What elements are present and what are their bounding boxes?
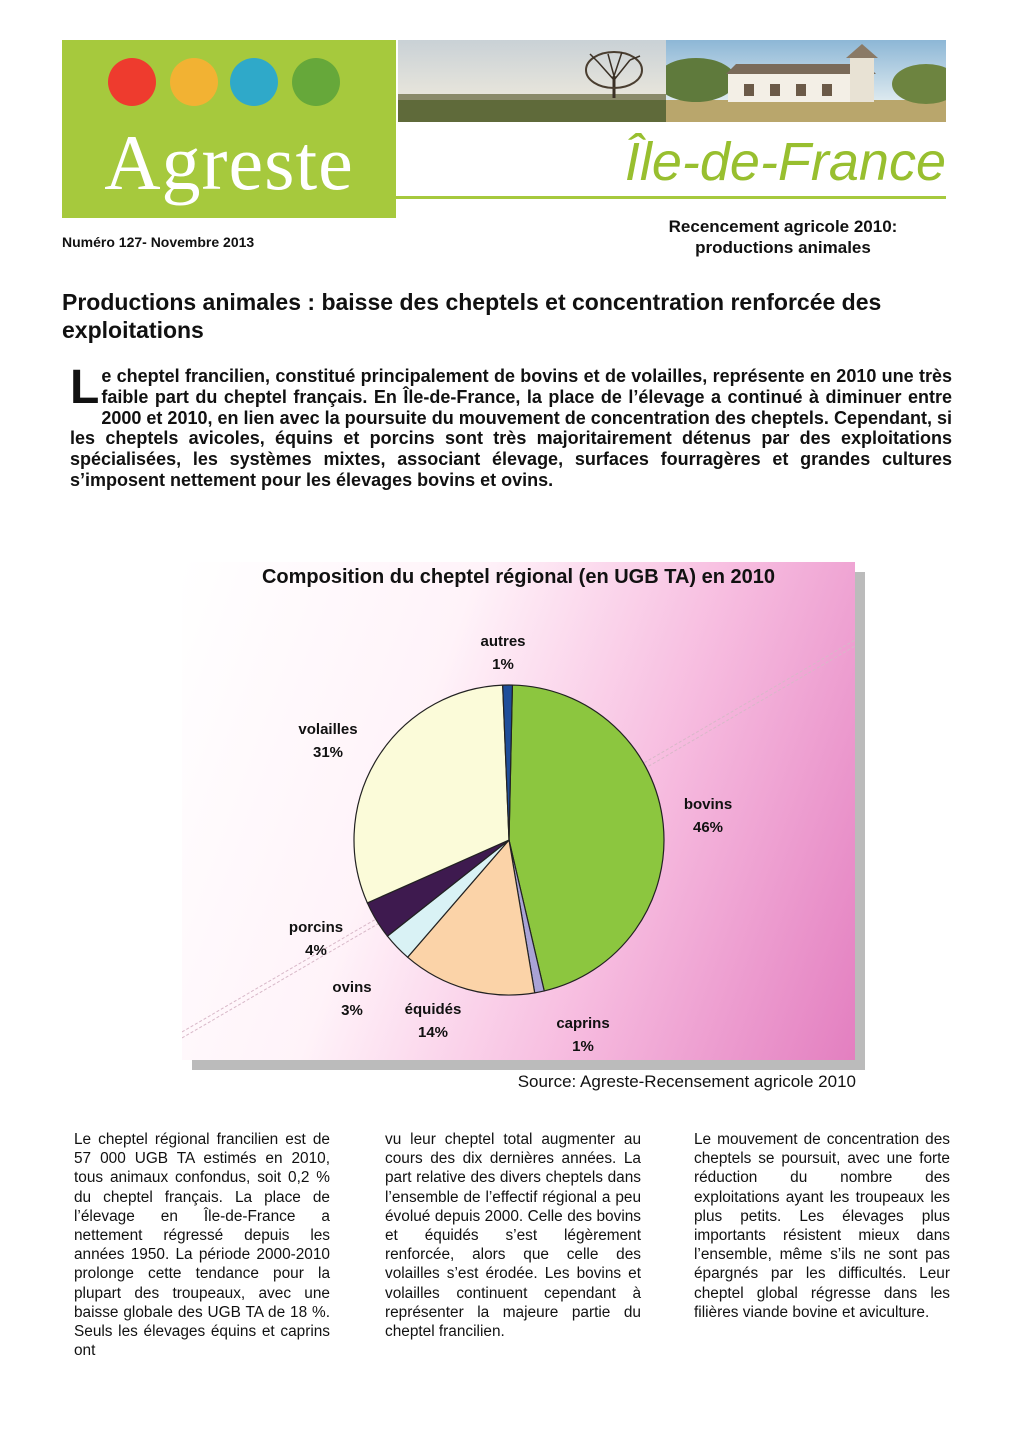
body-column-3: Le mouvement de concentration des cheptels se poursuit, avec une forte réduction du nombre des exploitations ayant les troupeaux les plus petits. Les élevages plus importants résistent mieux dans l’ensemble, même s’ils ne sont pas épargnés par les difficultés. Leur cheptel global régresse dans les filières viande bovine et aviculture. — [694, 1131, 950, 1321]
slice-name: porcins — [288, 919, 344, 936]
slice-name: volailles — [298, 721, 358, 738]
slice-name: équidés — [404, 1001, 462, 1018]
slice-value: 14% — [417, 1024, 449, 1041]
landscape-tree-image — [398, 40, 666, 122]
farm-building-image — [666, 40, 946, 122]
chart-title: Composition du cheptel régional (en UGB TA) en 2010 — [261, 566, 776, 588]
brand-block — [62, 40, 396, 218]
lead-text: e cheptel francilien, constitué principalement de bovins et de volailles, représente en 2010 une très faible part du cheptel français. En Île-de-France, la place de l’élevage a continué à diminuer entre 2000 et 2010, en lien avec la poursuite du mouvement de concentration des cheptels. Cependant, si les cheptels avicoles, équins et porcins sont très majoritairement détenus par des exploitations spécialisées, les systèmes mixtes, associant élevage, surfaces fourragères et grandes cultures s’imposent nettement pour les élevages bovins et ovins. — [70, 366, 952, 490]
slice-value: 1% — [492, 656, 514, 673]
slice-value: 31% — [312, 744, 344, 761]
brand-name: Agreste — [104, 119, 354, 206]
lead-paragraph — [70, 361, 952, 491]
slice-name: autres — [480, 633, 526, 650]
slice-name: bovins — [683, 796, 733, 813]
slice-value: 3% — [341, 1002, 363, 1019]
body-column-1: Le cheptel régional francilien est de 57 000 UGB TA estimés en 2010, tous animaux confondus, soit 0,2 % du cheptel français. La place de l’élevage en Île-de-France a nettement régressé depuis les années 1950. La période 2000-2010 prolonge cette tendance pour la plupart des troupeaux, avec une baisse globale des UGB TA de 18 %. Seuls les élevages équins et caprins ont — [74, 1131, 330, 1360]
topic-line-2: productions animales — [695, 238, 871, 257]
orange-dot-icon — [170, 58, 218, 106]
header-rule — [396, 196, 946, 199]
chart-source: Source: Agreste-Recensement agricole 2010 — [517, 1072, 856, 1091]
article-title: Productions animales : baisse des cheptels et concentration renforcée des exploitations — [62, 289, 882, 343]
issue-number: Numéro 127- Novembre 2013 — [62, 234, 255, 250]
slice-label-equides — [383, 998, 483, 1044]
slice-value: 4% — [305, 942, 327, 959]
slice-name: caprins — [556, 1015, 610, 1032]
region-name: Île-de-France — [624, 132, 946, 192]
slice-name: ovins — [332, 979, 372, 996]
slice-label-caprins — [533, 1012, 633, 1058]
green-dot-icon — [292, 58, 340, 106]
slice-label-autres — [453, 630, 553, 676]
drop-cap: L — [70, 361, 100, 414]
publication-topic — [620, 216, 946, 258]
blue-dot-icon — [230, 58, 278, 106]
topic-line-1: Recencement agricole 2010: — [668, 217, 898, 236]
body-column-2: vu leur cheptel total augmenter au cours des dix dernières années. La part relative des divers cheptels dans l’ensemble de l’effectif régional a peu évolué depuis 2000. Celle des bovins et équidés s’est légèrement renforcée, alors que celle des volailles s’est érodée. Les bovins et volailles continuent cependant à représenter la majeure partie du cheptel francilien. — [385, 1131, 641, 1341]
slice-label-bovins — [658, 793, 758, 839]
slice-value: 1% — [572, 1038, 594, 1055]
slice-label-porcins — [266, 916, 366, 962]
slice-label-volailles — [278, 718, 378, 764]
slice-value: 46% — [692, 819, 724, 836]
red-dot-icon — [108, 58, 156, 106]
